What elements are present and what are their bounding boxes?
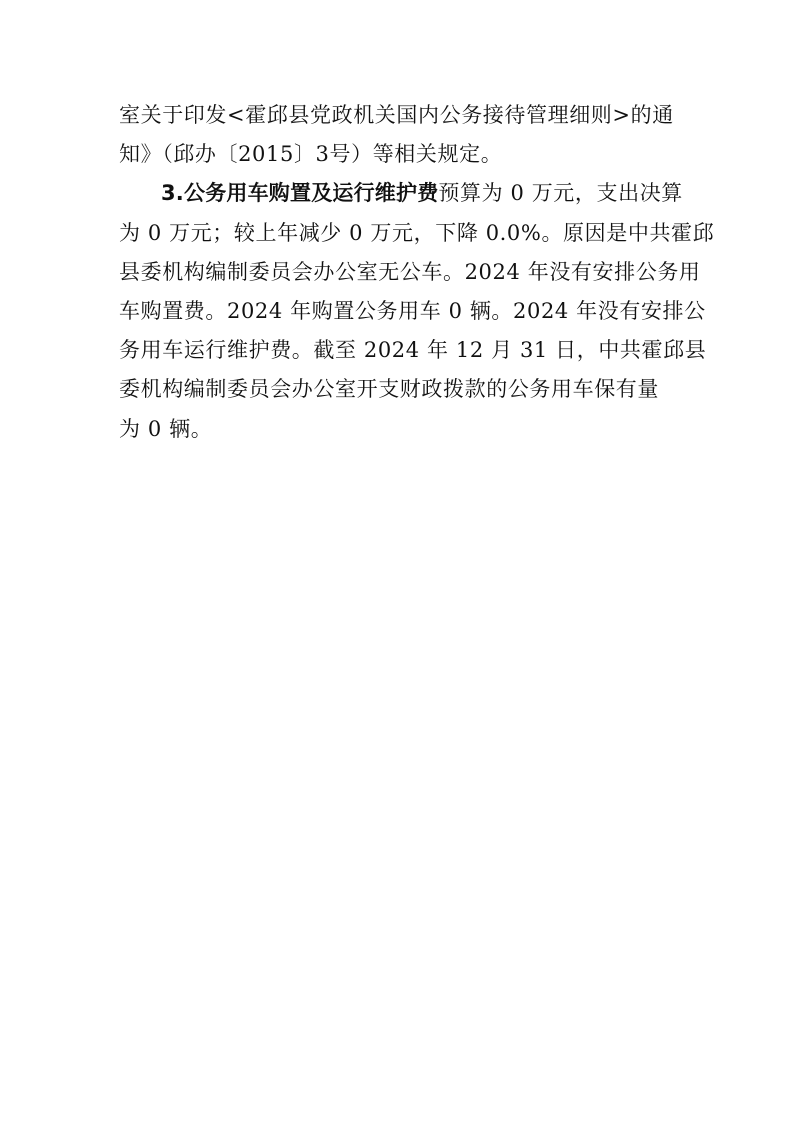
text-run: 预算为 0 万元，支出决算: [438, 181, 683, 206]
text-line: 知》（邱办〔2015〕3号）等相关规定。: [119, 142, 503, 167]
section-heading: 3.公务用车购置及运行维护费: [161, 181, 439, 206]
text-line: 委机构编制委员会办公室开支财政拨款的公务用车保有量: [119, 377, 659, 402]
text-line: 车购置费。2024 年购置公务用车 0 辆。2024 年没有安排公: [119, 298, 706, 323]
paragraph-vehicle-expenses: [119, 174, 715, 448]
document-body: [119, 96, 715, 449]
text-line: 务用车运行维护费。截至 2024 年 12 月 31 日，中共霍邱县: [119, 338, 707, 363]
text-line-first: [119, 174, 684, 213]
paragraph-continuation: [119, 96, 684, 174]
text-line: 室关于印发<霍邱县党政机关国内公务接待管理细则>的通: [119, 103, 674, 127]
text-line: 为 0 万元；较上年减少 0 万元，下降 0.0%。原因是中共霍邱: [119, 220, 715, 245]
text-line: 为 0 辆。: [119, 416, 213, 441]
text-line: 县委机构编制委员会办公室无公车。2024 年没有安排公务用: [119, 259, 701, 284]
